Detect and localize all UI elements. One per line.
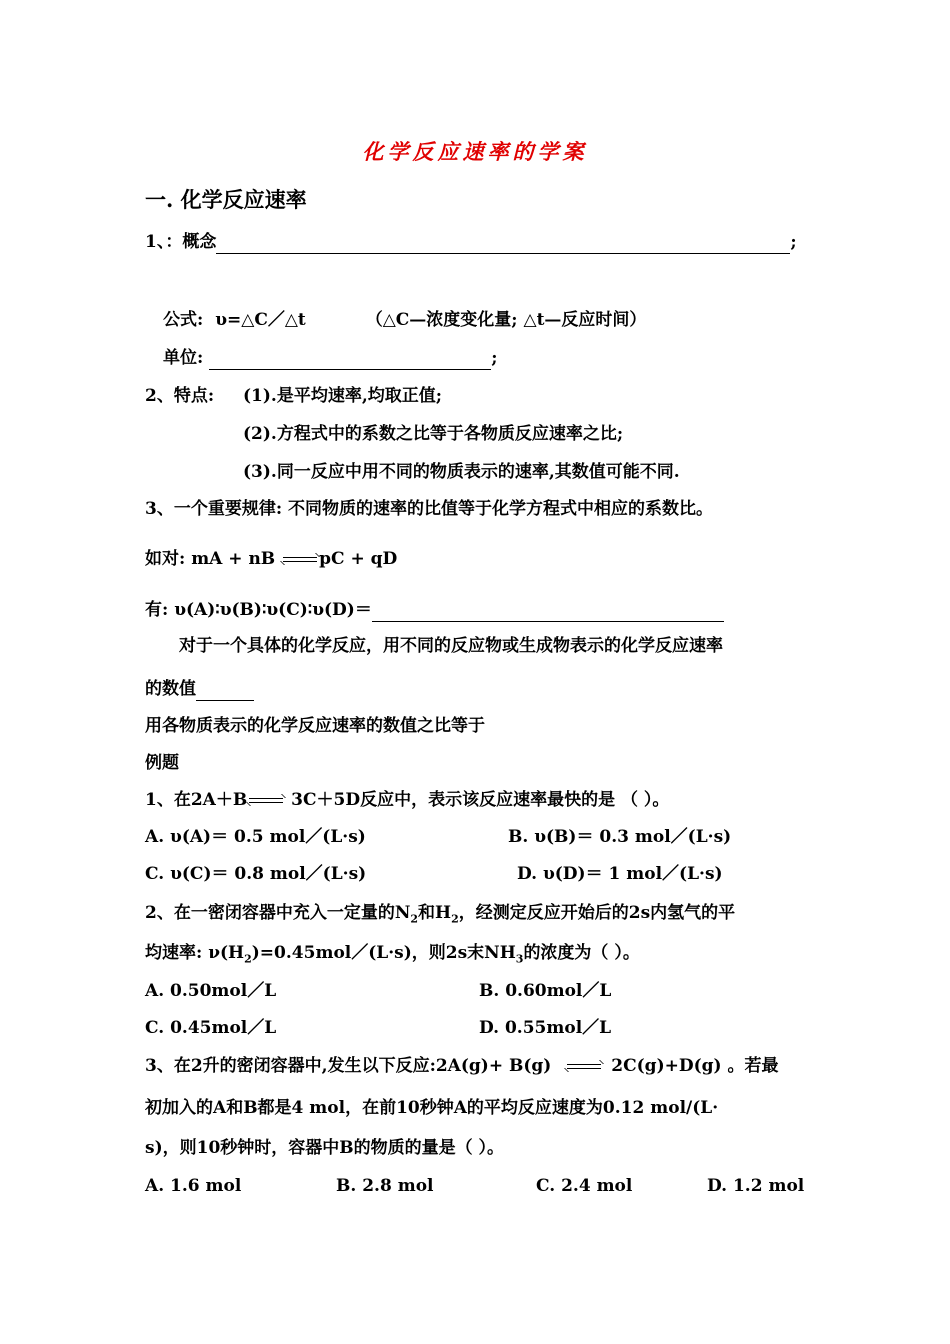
paragraph-1: 对于一个具体的化学反应，用不同的反应物或生成物表示的化学反应速率 <box>179 636 723 656</box>
page-title: 化学反应速率的学案 <box>362 139 588 164</box>
q2-option-a[interactable]: A. 0.50mol／L <box>145 981 277 1001</box>
paragraph-1b: 的数值 <box>145 677 254 701</box>
q3-option-b[interactable]: B. 2.8 mol <box>336 1176 434 1196</box>
q3-option-c[interactable]: C. 2.4 mol <box>536 1176 633 1196</box>
question-3-line-3: s)，则10秒钟时，容器中B的物质的量是（ ）。 <box>145 1138 505 1158</box>
examples-label: 例题 <box>145 753 179 773</box>
concept-suffix: ; <box>790 232 797 252</box>
formula-label: 公式: <box>163 310 204 330</box>
question-2-line-1: 2、在一密闭容器中充入一定量的$N_2$和$H_2$，经测定反应开始后的2s内氢气的平 <box>145 903 736 926</box>
ratio-line <box>145 598 724 622</box>
paragraph-2: 用各物质表示的化学反应速率的数值之比等于 <box>145 716 485 736</box>
question-3-line-1: 3、在2升的密闭容器中,发生以下反应:2A(g)+ B(g) 2C(g)+D(g) 。若最 <box>145 1056 779 1076</box>
reversible-arrow-icon <box>247 794 285 808</box>
q2-option-d[interactable]: D. 0.55mol／L <box>479 1018 612 1038</box>
q1-option-d[interactable]: D. υ(D)＝ 1 mol／(L·s) <box>517 864 723 884</box>
reversible-arrow-icon <box>565 1060 603 1074</box>
q2-option-c[interactable]: C. 0.45mol／L <box>145 1018 277 1038</box>
formula-expr: υ=△C／△t <box>215 310 306 330</box>
numeric-blank[interactable] <box>196 680 254 701</box>
unit-label: 单位: <box>163 348 204 368</box>
concept-label: 1、：概念 <box>145 232 217 252</box>
example-equation <box>145 547 397 571</box>
formula-line <box>163 308 646 332</box>
q1-option-b[interactable]: B. υ(B)＝ 0.3 mol／(L·s) <box>508 827 732 847</box>
ratio-blank[interactable] <box>372 601 724 622</box>
q1-option-c[interactable]: C. υ(C)＝ 0.8 mol／(L·s) <box>145 864 367 884</box>
formula-note: （△C—浓度变化量; △t—反应时间） <box>365 310 647 330</box>
example-eq-left: 如对: mA + nB <box>145 549 276 569</box>
example-eq-right: pC + qD <box>319 549 398 569</box>
q1-option-a[interactable]: A. υ(A)＝ 0.5 mol／(L·s) <box>145 827 366 847</box>
question-3-line-2: 初加入的A和B都是4 mol，在前10秒钟A的平均反应速度为0.12 mol/(L· <box>145 1098 719 1118</box>
rule-line: 3、一个重要规律: 不同物质的速率的比值等于化学方程式中相应的系数比。 <box>145 499 714 519</box>
unit-line <box>163 346 497 370</box>
question-1: 1、在2A＋B 3C＋5D反应中，表示该反应速率最快的是 （ ）。 <box>145 790 670 810</box>
features-label: 2、特点: <box>145 386 215 406</box>
q3-option-d[interactable]: D. 1.2 mol <box>707 1176 805 1196</box>
question-2-line-2: 均速率: $\nu(H_2)=0.45mol/(L\cdot s)$，则2s末$NH_3$的浓度为（ ）。 <box>145 943 640 966</box>
reversible-arrow-icon <box>281 553 319 567</box>
unit-blank[interactable] <box>209 349 491 370</box>
unit-suffix: ; <box>491 348 498 368</box>
section-heading: 一. 化学反应速率 <box>145 187 307 212</box>
q3-option-a[interactable]: A. 1.6 mol <box>145 1176 242 1196</box>
feature-item-2: (2).方程式中的系数之比等于各物质反应速率之比; <box>243 424 624 444</box>
feature-item-1: (1).是平均速率,均取正值; <box>243 386 443 406</box>
concept-blank[interactable] <box>216 233 790 254</box>
feature-item-3: (3).同一反应中用不同的物质表示的速率,其数值可能不同. <box>243 462 680 482</box>
concept-line <box>145 230 797 254</box>
ratio-label: 有: υ(A)∶υ(B)∶υ(C)∶υ(D)＝ <box>145 600 372 620</box>
q2-option-b[interactable]: B. 0.60mol／L <box>479 981 612 1001</box>
